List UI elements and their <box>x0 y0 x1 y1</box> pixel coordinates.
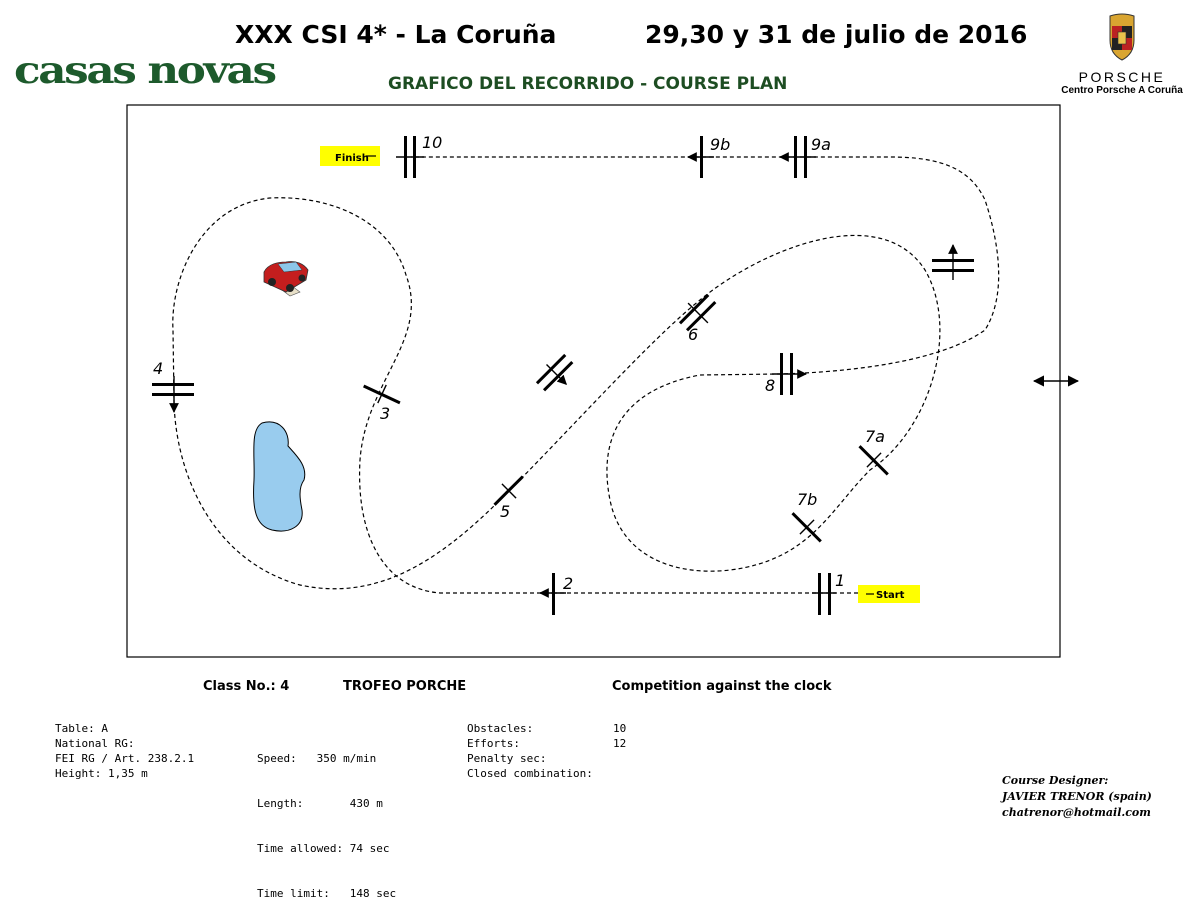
designer-name: JAVIER TRENOR (spain) <box>1002 790 1152 803</box>
finish-label: Finish <box>335 153 369 164</box>
course-route <box>173 157 999 593</box>
detail-efforts-value: 12 <box>613 737 627 750</box>
obstacle-label: 3 <box>380 404 391 423</box>
obstacle-label: 9b <box>710 135 731 154</box>
designer-email: chatrenor@hotmail.com <box>1002 806 1151 819</box>
obstacle-label: 2 <box>563 574 574 593</box>
details-col-counts <box>467 721 593 781</box>
detail-national-rg: National RG: <box>55 737 135 750</box>
designer-label: Course Designer: <box>1002 774 1109 787</box>
obstacle-unnumbered-center <box>532 350 580 398</box>
obstacle-8 <box>772 353 806 395</box>
car-icon <box>264 261 308 296</box>
course-designer <box>1002 773 1152 821</box>
obstacle-label: 1 <box>835 571 846 590</box>
porsche-wordmark: PORSCHE <box>1078 69 1166 85</box>
obstacle-label: 6 <box>688 325 699 344</box>
class-number: Class No.: 4 <box>203 679 290 694</box>
detail-time-limit: Time limit: 148 sec <box>257 887 397 900</box>
obstacle-label: 10 <box>422 133 443 152</box>
detail-time-allowed: Time allowed: 74 sec <box>257 842 390 855</box>
details-col-values <box>613 721 626 751</box>
detail-efforts-label: Efforts: <box>467 737 520 750</box>
detail-penalty-label: Penalty sec: <box>467 752 547 765</box>
class-name: TROFEO PORCHE <box>343 679 467 694</box>
obstacle-4 <box>152 376 194 412</box>
pond-icon <box>254 422 305 531</box>
porsche-subtitle: Centro Porsche A Coruña <box>1061 85 1183 96</box>
detail-obstacles-value: 10 <box>613 722 627 735</box>
arena-border <box>127 105 1060 657</box>
obstacle-label: 9a <box>811 135 831 154</box>
obstacle-label: 4 <box>153 359 164 378</box>
detail-fei-rg: FEI RG / Art. 238.2.1 <box>55 752 195 765</box>
detail-speed: Speed: 350 m/min <box>257 752 377 765</box>
competition-type: Competition against the clock <box>612 679 832 694</box>
obstacle-label: 7a <box>865 427 885 446</box>
obstacle-label: 8 <box>765 376 776 395</box>
obstacle-unnumbered-right <box>932 245 974 280</box>
obstacle-10 <box>396 136 424 178</box>
event-title: XXX CSI 4* - La Coruña <box>235 20 557 49</box>
obstacle-1 <box>812 573 836 615</box>
plan-title: GRAFICO DEL RECORRIDO - COURSE PLAN <box>388 74 788 94</box>
details-col-rules <box>55 721 194 781</box>
finish-marker <box>320 146 380 166</box>
start-marker <box>858 585 920 603</box>
casas-novas-logo: casas novas <box>14 48 275 92</box>
detail-table: Table: A <box>55 722 108 735</box>
obstacle-7b <box>786 506 828 548</box>
start-label: Start <box>876 590 905 601</box>
detail-height: Height: 1,35 m <box>55 767 148 780</box>
details-col-speed <box>257 721 396 916</box>
event-dates: 29,30 y 31 de julio de 2016 <box>645 20 1028 49</box>
detail-closed-combination-label: Closed combination: <box>467 767 593 780</box>
detail-obstacles-label: Obstacles: <box>467 722 534 735</box>
obstacle-label: 7b <box>797 490 818 509</box>
detail-length: Length: 430 m <box>257 797 383 810</box>
obstacle-label: 5 <box>500 502 511 521</box>
